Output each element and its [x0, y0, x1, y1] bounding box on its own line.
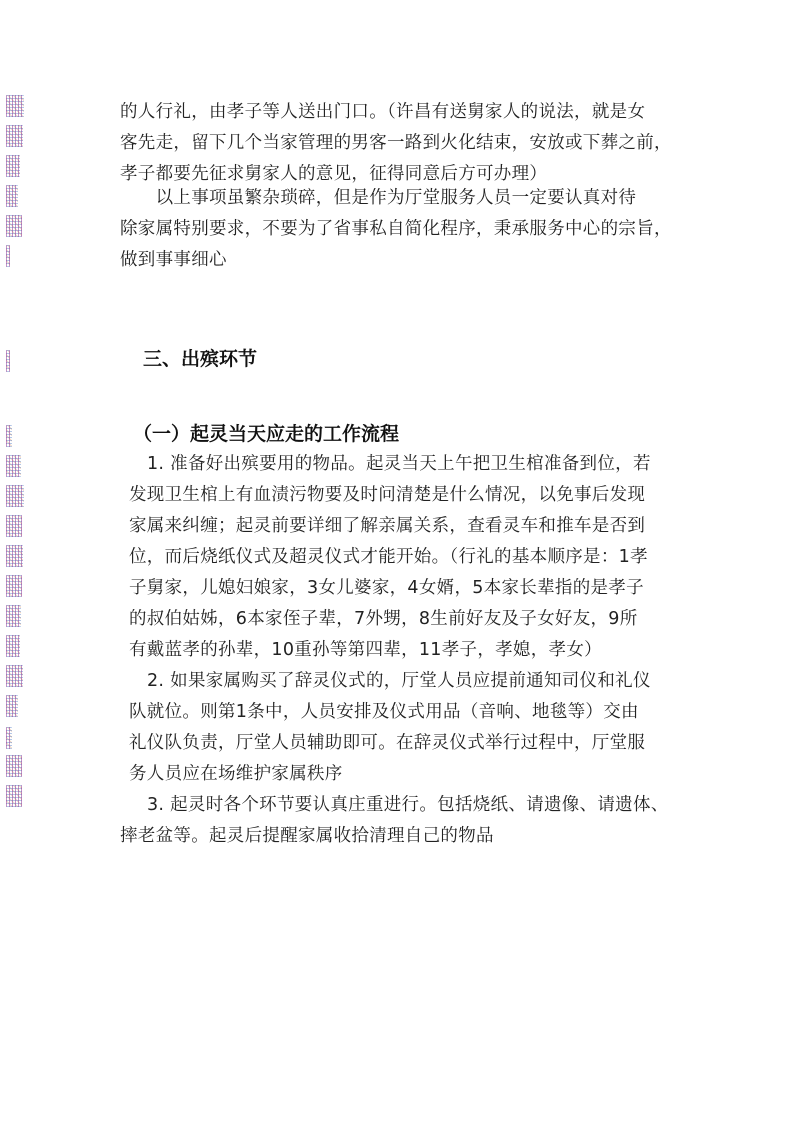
margin-noise [6, 125, 23, 147]
margin-noise [6, 575, 22, 597]
subsection-heading: （一）起灵当天应走的工作流程 [133, 423, 400, 445]
text-line: 的叔伯姑姊，6本家侄子辈，7外甥，8生前好友及子女好友，9所 [129, 609, 638, 629]
text-line: 的人行礼，由孝子等人送出门口。（许昌有送舅家人的说法，就是女 [120, 102, 646, 122]
section-heading: 三、出殡环节 [143, 348, 258, 370]
paragraph-previous-continuation [120, 97, 672, 190]
paragraph-summary [120, 183, 672, 276]
margin-noise [6, 485, 24, 507]
list-item-2 [129, 666, 651, 790]
margin-noise [6, 785, 22, 807]
list-item-1 [129, 449, 651, 666]
margin-noise [6, 635, 20, 657]
margin-noise [6, 425, 12, 447]
margin-noise [6, 515, 22, 537]
margin-noise [6, 185, 18, 207]
text-line: 3. 起灵时各个环节要认真庄重进行。包括烧纸、请遗像、请遗体、 [147, 795, 669, 815]
text-line: 家属来纠缠；起灵前要详细了解亲属关系，查看灵车和推车是否到 [129, 516, 646, 536]
text-line: 客先走，留下几个当家管理的男客一路到火化结束，安放或下葬之前， [120, 133, 672, 153]
text-line: 礼仪队负责，厅堂人员辅助即可。在辞灵仪式举行过程中，厅堂服 [129, 733, 646, 753]
margin-noise [6, 95, 24, 117]
text-line: 除家属特别要求，不要为了省事私自简化程序，秉承服务中心的宗旨， [120, 219, 672, 239]
scan-margin-artifacts [2, 95, 26, 815]
margin-noise [6, 755, 22, 777]
text-line: 务人员应在场维护家属秩序 [129, 764, 343, 784]
margin-noise [6, 215, 22, 237]
margin-noise [6, 665, 23, 687]
text-line: 队就位。则第1条中，人员安排及仪式用品（音响、地毯等）交由 [129, 702, 639, 722]
text-line: 发现卫生棺上有血渍污物要及时问清楚是什么情况，以免事后发现 [129, 485, 646, 505]
text-line: 2. 如果家属购买了辞灵仪式的，厅堂人员应提前通知司仪和礼仪 [147, 671, 651, 691]
text-line: 做到事事细心 [120, 250, 227, 270]
margin-noise [6, 727, 12, 749]
text-line: 位，而后烧纸仪式及超灵仪式才能开始。（行礼的基本顺序是：1孝 [129, 547, 648, 567]
margin-noise [6, 455, 21, 477]
text-line: 有戴蓝孝的孙辈，10重孙等第四辈，11孝子，孝媳，孝女） [129, 640, 602, 660]
margin-noise [6, 245, 10, 267]
text-line: 子舅家，儿媳妇娘家，3女儿婆家，4女婿，5本家长辈指的是孝子 [129, 578, 644, 598]
text-line: 以上事项虽繁杂琐碎，但是作为厅堂服务人员一定要认真对待 [120, 188, 637, 208]
text-line: 摔老盆等。起灵后提醒家属收拾清理自己的物品 [120, 826, 494, 846]
text-line: 孝子都要先征求舅家人的意见，征得同意后方可办理） [120, 164, 548, 184]
text-line: 1. 准备好出殡要用的物品。起灵当天上午把卫生棺准备到位，若 [147, 454, 651, 474]
margin-noise [6, 350, 10, 372]
margin-noise [6, 605, 21, 627]
list-item-3 [120, 790, 669, 852]
margin-noise [6, 155, 20, 177]
margin-noise [6, 545, 23, 567]
margin-noise [6, 695, 18, 717]
